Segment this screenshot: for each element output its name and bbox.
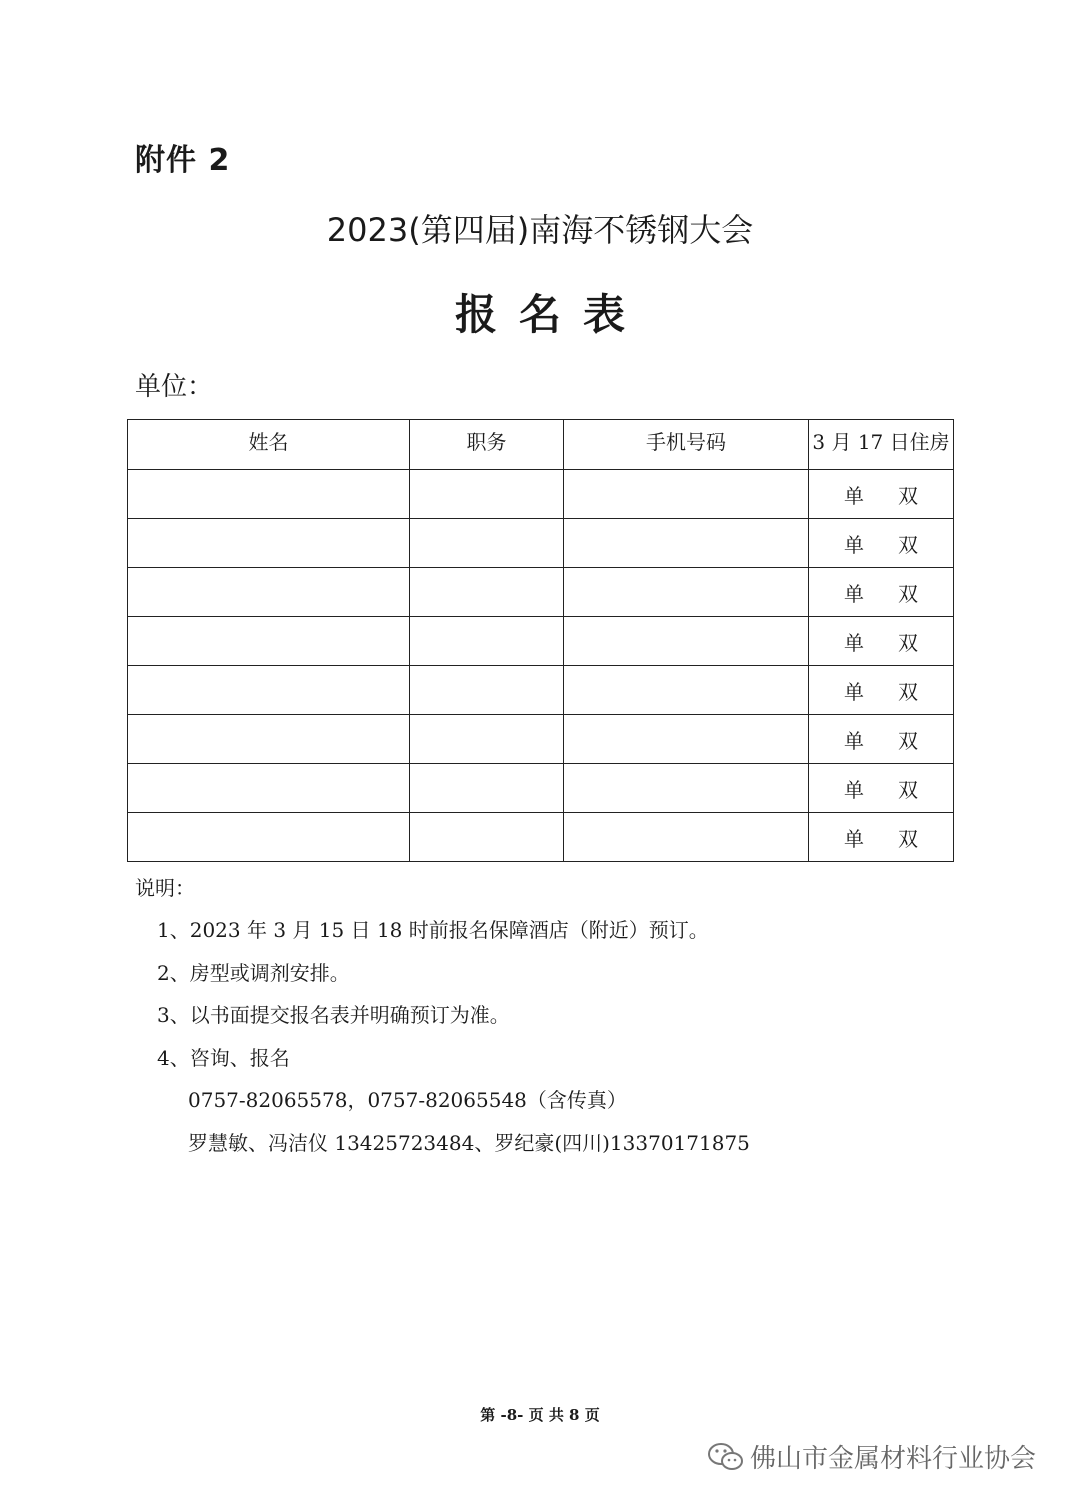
name-cell[interactable]: [128, 764, 410, 813]
room-double-option[interactable]: 双: [898, 679, 918, 704]
table-row: [128, 764, 954, 813]
name-cell[interactable]: [128, 617, 410, 666]
table-row: [128, 470, 954, 519]
table-header-row: [128, 420, 954, 470]
room-single-option[interactable]: 单: [844, 777, 864, 802]
phone-cell[interactable]: [564, 715, 809, 764]
note-item-4: 4、咨询、报名: [157, 1046, 290, 1070]
attachment-label: 附件 2: [135, 143, 231, 178]
name-cell[interactable]: [128, 666, 410, 715]
table-row: [128, 519, 954, 568]
name-cell[interactable]: [128, 470, 410, 519]
contact-phones: 0757-82065578，0757-82065548（含传真）: [188, 1088, 627, 1112]
table-row: [128, 715, 954, 764]
room-single-option[interactable]: 单: [844, 728, 864, 753]
room-single-option[interactable]: 单: [844, 532, 864, 557]
phone-cell[interactable]: [564, 568, 809, 617]
phone-cell[interactable]: [564, 519, 809, 568]
name-cell[interactable]: [128, 568, 410, 617]
room-double-option[interactable]: 双: [898, 483, 918, 508]
room-cell: [809, 519, 954, 568]
position-cell[interactable]: [410, 715, 564, 764]
conference-title: 2023(第四届)南海不锈钢大会: [326, 211, 754, 249]
name-cell[interactable]: [128, 519, 410, 568]
note-item-3: 3、以书面提交报名表并明确预订为准。: [157, 1003, 510, 1027]
room-double-option[interactable]: 双: [898, 630, 918, 655]
room-cell: [809, 666, 954, 715]
notes-heading: 说明：: [135, 876, 195, 900]
table-row: [128, 666, 954, 715]
header-position: 职务: [410, 420, 564, 470]
note-item-2: 2、房型或调剂安排。: [157, 961, 350, 985]
name-cell[interactable]: [128, 715, 410, 764]
form-title: 报名表: [454, 290, 647, 339]
table-row: [128, 568, 954, 617]
registration-table: [127, 419, 954, 862]
room-double-option[interactable]: 双: [898, 826, 918, 851]
table-row: [128, 617, 954, 666]
room-single-option[interactable]: 单: [844, 679, 864, 704]
position-cell[interactable]: [410, 764, 564, 813]
room-double-option[interactable]: 双: [898, 581, 918, 606]
room-double-option[interactable]: 双: [898, 728, 918, 753]
room-cell: [809, 470, 954, 519]
name-cell[interactable]: [128, 813, 410, 862]
contact-persons: 罗慧敏、冯洁仪 13425723484、罗纪豪(四川)13370171875: [188, 1131, 750, 1155]
room-cell: [809, 568, 954, 617]
unit-label: 单位：: [135, 372, 214, 402]
phone-cell[interactable]: [564, 617, 809, 666]
position-cell[interactable]: [410, 617, 564, 666]
phone-cell[interactable]: [564, 813, 809, 862]
room-cell: [809, 617, 954, 666]
room-cell: [809, 715, 954, 764]
watermark-text: 佛山市金属材料行业协会: [750, 1444, 1037, 1474]
position-cell[interactable]: [410, 519, 564, 568]
header-phone: 手机号码: [564, 420, 809, 470]
phone-cell[interactable]: [564, 666, 809, 715]
phone-cell[interactable]: [564, 764, 809, 813]
header-name: 姓名: [128, 420, 410, 470]
table-row: [128, 813, 954, 862]
note-item-1: 1、2023 年 3 月 15 日 18 时前报名保障酒店（附近）预订。: [157, 918, 709, 942]
phone-cell[interactable]: [564, 470, 809, 519]
table-body: [128, 470, 954, 862]
watermark: [706, 1438, 1036, 1475]
page-footer: 第 -8- 页 共 8 页: [480, 1406, 600, 1424]
room-single-option[interactable]: 单: [844, 630, 864, 655]
position-cell[interactable]: [410, 568, 564, 617]
position-cell[interactable]: [410, 470, 564, 519]
room-single-option[interactable]: 单: [844, 581, 864, 606]
room-double-option[interactable]: 双: [898, 777, 918, 802]
position-cell[interactable]: [410, 666, 564, 715]
wechat-icon: [706, 1440, 746, 1474]
room-single-option[interactable]: 单: [844, 826, 864, 851]
room-cell: [809, 813, 954, 862]
header-room: 3 月 17 日住房: [809, 420, 954, 470]
room-single-option[interactable]: 单: [844, 483, 864, 508]
position-cell[interactable]: [410, 813, 564, 862]
room-cell: [809, 764, 954, 813]
room-double-option[interactable]: 双: [898, 532, 918, 557]
